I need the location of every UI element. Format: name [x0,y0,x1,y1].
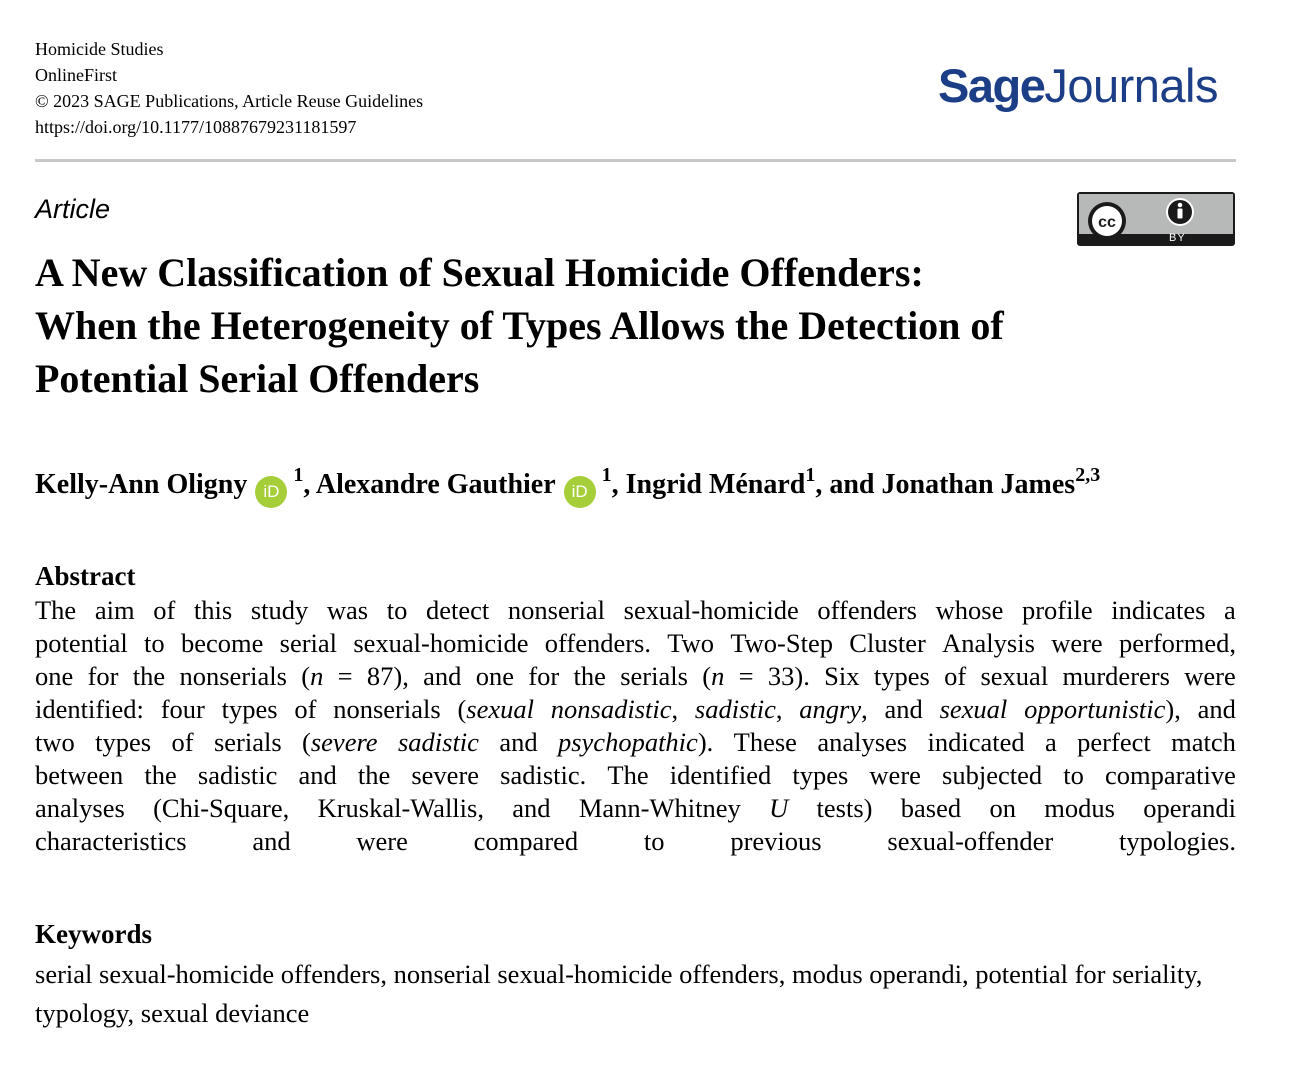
abstract-line: analyses (Chi-Square, Kruskal-Wallis, and Mann-Whitney U tests) based on modus operandi [35,793,1236,823]
abstract-line: two types of serials (severe sadistic and psychopathic). These analyses indicated a perfect match [35,727,1236,757]
article-title [35,246,1185,405]
sage-journals-logo[interactable] [938,59,1218,112]
orcid-icon[interactable]: iD [255,476,287,508]
license-icons [1079,194,1233,244]
attribution-icon [1166,198,1194,226]
license-by-label: BY [1169,232,1186,244]
author-affiliation: 2,3 [1075,464,1101,486]
abstract-line: between the sadistic and the severe sadistic. The identified types were subjected to comparative [35,760,1236,790]
author-list: Kelly-Ann Oligny $iD^1$, Alexandre Gauthier $iD^1$, Ingrid Ménard$^1$, and Jonathan James$^{2,3}$ [35,463,1100,508]
title-line: A New Classification of Sexual Homicide Offenders: [35,250,924,295]
author-affiliation: 1 [805,464,816,486]
logo-part-sage: Sage [938,59,1045,112]
keywords-heading: Keywords [35,919,152,949]
top-divider [35,159,1236,162]
orcid-icon[interactable]: iD [564,476,596,508]
abstract-line: potential to become serial sexual-homicide offenders. Two Two-Step Cluster Analysis were performed, [35,628,1236,658]
author-name[interactable]: Jonathan James [881,469,1076,500]
abstract-line: one for the nonserials (n = 87), and one for the serials (n = 33). Six types of sexual murderers were [35,661,1236,691]
abstract-line: characteristics and were compared to previous sexual-offender typologies. [35,826,1236,856]
author-name[interactable]: Alexandre Gauthier [315,469,556,500]
author-name[interactable]: Kelly-Ann Oligny [35,469,248,500]
author-name[interactable]: Ingrid Ménard [625,469,806,500]
abstract-heading: Abstract [35,561,136,591]
journal-status: OnlineFirst [35,65,118,85]
cc-by-license-badge[interactable] [1077,192,1235,246]
abstract-line: identified: four types of nonserials (sexual nonsadistic, sadistic, angry, and sexual opportunistic), and [35,694,1236,724]
copyright-notice[interactable]: © 2023 SAGE Publications, Article Reuse Guidelines [35,91,424,111]
title-line: When the Heterogeneity of Types Allows the Detection of [35,303,1004,348]
doi-link[interactable]: https://doi.org/10.1177/10887679231181597 [35,117,357,137]
title-line: Potential Serial Offenders [35,356,480,401]
journal-info [35,36,423,140]
author-affiliation: 1 [601,464,612,486]
keywords-list: serial sexual-homicide offenders, nonserial sexual-homicide offenders, modus operandi, potential for seriality, typology, sexual deviance [35,959,1203,1028]
abstract-line: The aim of this study was to detect nonserial sexual-homicide offenders whose profile indicates a [35,595,1236,625]
cc-icon [1088,202,1126,240]
journal-name: Homicide Studies [35,39,164,59]
abstract-body [35,594,1236,858]
author-affiliation: 1 [293,464,304,486]
article-type-label: Article [35,194,111,224]
svg-text:cc: cc [1098,214,1116,231]
logo-part-journals: Journals [1044,59,1218,112]
